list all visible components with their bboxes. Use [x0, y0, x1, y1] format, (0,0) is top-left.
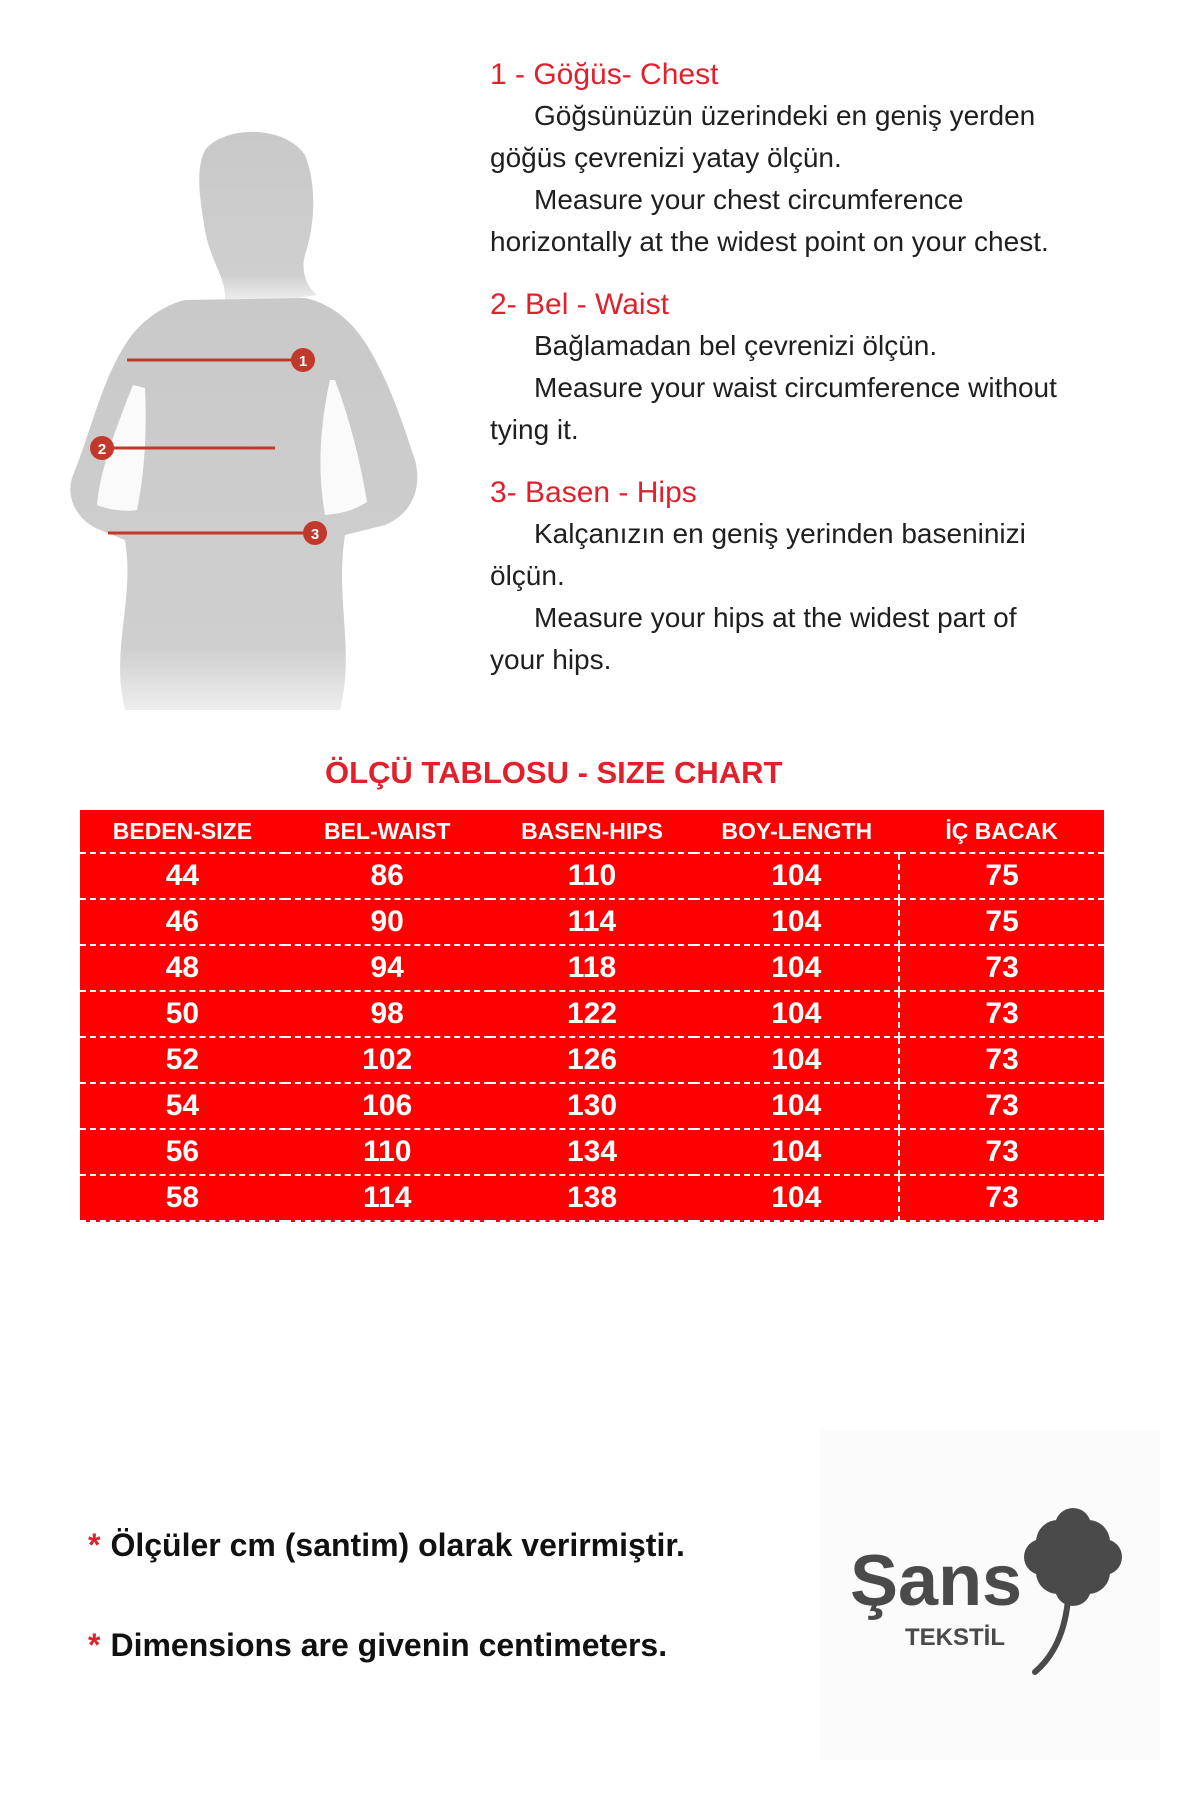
cell-length: 104	[694, 991, 899, 1037]
note-text: Ölçüler cm (santim) olarak verirmiştir.	[110, 1527, 685, 1563]
cell-inseam: 73	[899, 945, 1104, 991]
cell-size: 50	[80, 991, 285, 1037]
cell-inseam: 73	[899, 1129, 1104, 1175]
cell-hips: 138	[490, 1175, 695, 1221]
svg-text:3: 3	[310, 526, 320, 543]
cell-hips: 118	[490, 945, 695, 991]
cell-hips: 114	[490, 899, 695, 945]
instruction-line: göğüs çevrenizi yatay ölçün.	[490, 142, 842, 173]
four-leaf-clover-icon	[1024, 1508, 1122, 1672]
cell-length: 104	[694, 945, 899, 991]
header-waist: BEL-WAIST	[285, 810, 490, 853]
svg-text:2: 2	[97, 441, 107, 458]
chest-marker	[291, 348, 315, 372]
cell-waist: 102	[285, 1037, 490, 1083]
cell-inseam: 75	[899, 853, 1104, 899]
cell-inseam: 73	[899, 1083, 1104, 1129]
table-row	[80, 899, 1104, 945]
cell-size: 54	[80, 1083, 285, 1129]
header-hips: BASEN-HIPS	[490, 810, 695, 853]
asterisk: *	[88, 1627, 101, 1663]
cell-inseam: 73	[899, 1037, 1104, 1083]
cell-size: 56	[80, 1129, 285, 1175]
waist-marker	[90, 436, 114, 460]
table-row	[80, 853, 1104, 899]
cell-inseam: 73	[899, 1175, 1104, 1221]
table-row	[80, 991, 1104, 1037]
table-row	[80, 945, 1104, 991]
cell-hips: 130	[490, 1083, 695, 1129]
instruction-line: Measure your chest circumference	[534, 184, 964, 215]
section-title: 1 - Göğüs- Chest	[490, 58, 719, 91]
size-chart-title: ÖLÇÜ TABLOSU - SIZE CHART	[325, 755, 783, 790]
instruction-line: ölçün.	[490, 560, 565, 591]
asterisk: *	[88, 1527, 101, 1563]
chest-section	[490, 55, 1170, 263]
measurement-instructions	[490, 55, 1170, 703]
cell-waist: 110	[285, 1129, 490, 1175]
cell-waist: 106	[285, 1083, 490, 1129]
table-row	[80, 1083, 1104, 1129]
size-chart-table	[80, 810, 1104, 1222]
cell-hips: 126	[490, 1037, 695, 1083]
cell-length: 104	[694, 1037, 899, 1083]
cell-size: 52	[80, 1037, 285, 1083]
instruction-line: your hips.	[490, 644, 612, 675]
cell-length: 104	[694, 1129, 899, 1175]
cell-hips: 122	[490, 991, 695, 1037]
waist-section	[490, 285, 1170, 451]
note-cm-english	[88, 1627, 667, 1664]
instruction-line: Bağlamadan bel çevrenizi ölçün.	[534, 330, 938, 361]
note-cm-turkish	[88, 1527, 685, 1564]
table-row	[80, 1129, 1104, 1175]
hips-section	[490, 473, 1170, 681]
cell-inseam: 75	[899, 899, 1104, 945]
note-text: Dimensions are givenin centimeters.	[110, 1627, 668, 1663]
header-size: BEDEN-SIZE	[80, 810, 285, 853]
cell-hips: 134	[490, 1129, 695, 1175]
cell-waist: 90	[285, 899, 490, 945]
cell-inseam: 73	[899, 991, 1104, 1037]
header-inseam: İÇ BACAK	[899, 810, 1104, 853]
hips-marker	[303, 521, 327, 545]
table-header-row	[80, 810, 1104, 853]
section-title: 2- Bel - Waist	[490, 288, 669, 321]
cell-waist: 98	[285, 991, 490, 1037]
instruction-line: Kalçanızın en geniş yerinden baseninizi	[534, 518, 1026, 549]
cell-waist: 94	[285, 945, 490, 991]
cell-size: 46	[80, 899, 285, 945]
instruction-line: Measure your waist circumference without	[534, 372, 1057, 403]
cell-length: 104	[694, 853, 899, 899]
cell-length: 104	[694, 1083, 899, 1129]
instruction-line: tying it.	[490, 414, 579, 445]
header-length: BOY-LENGTH	[694, 810, 899, 853]
section-title: 3- Basen - Hips	[490, 476, 697, 509]
table-row	[80, 1037, 1104, 1083]
brand-logo	[820, 1430, 1160, 1760]
cell-waist: 86	[285, 853, 490, 899]
body-measurement-figure	[55, 130, 455, 710]
instruction-line: Göğsünüzün üzerindeki en geniş yerden	[534, 100, 1036, 131]
cell-size: 44	[80, 853, 285, 899]
cell-length: 104	[694, 899, 899, 945]
svg-text:1: 1	[298, 353, 308, 370]
brand-subtitle: TEKSTİL	[905, 1624, 1005, 1651]
cell-length: 104	[694, 1175, 899, 1221]
cell-size: 58	[80, 1175, 285, 1221]
table-row	[80, 1175, 1104, 1221]
cell-hips: 110	[490, 853, 695, 899]
cell-size: 48	[80, 945, 285, 991]
instruction-line: horizontally at the widest point on your chest.	[490, 226, 1049, 257]
brand-name: Şans	[850, 1541, 1023, 1621]
instruction-line: Measure your hips at the widest part of	[534, 602, 1017, 633]
cell-waist: 114	[285, 1175, 490, 1221]
